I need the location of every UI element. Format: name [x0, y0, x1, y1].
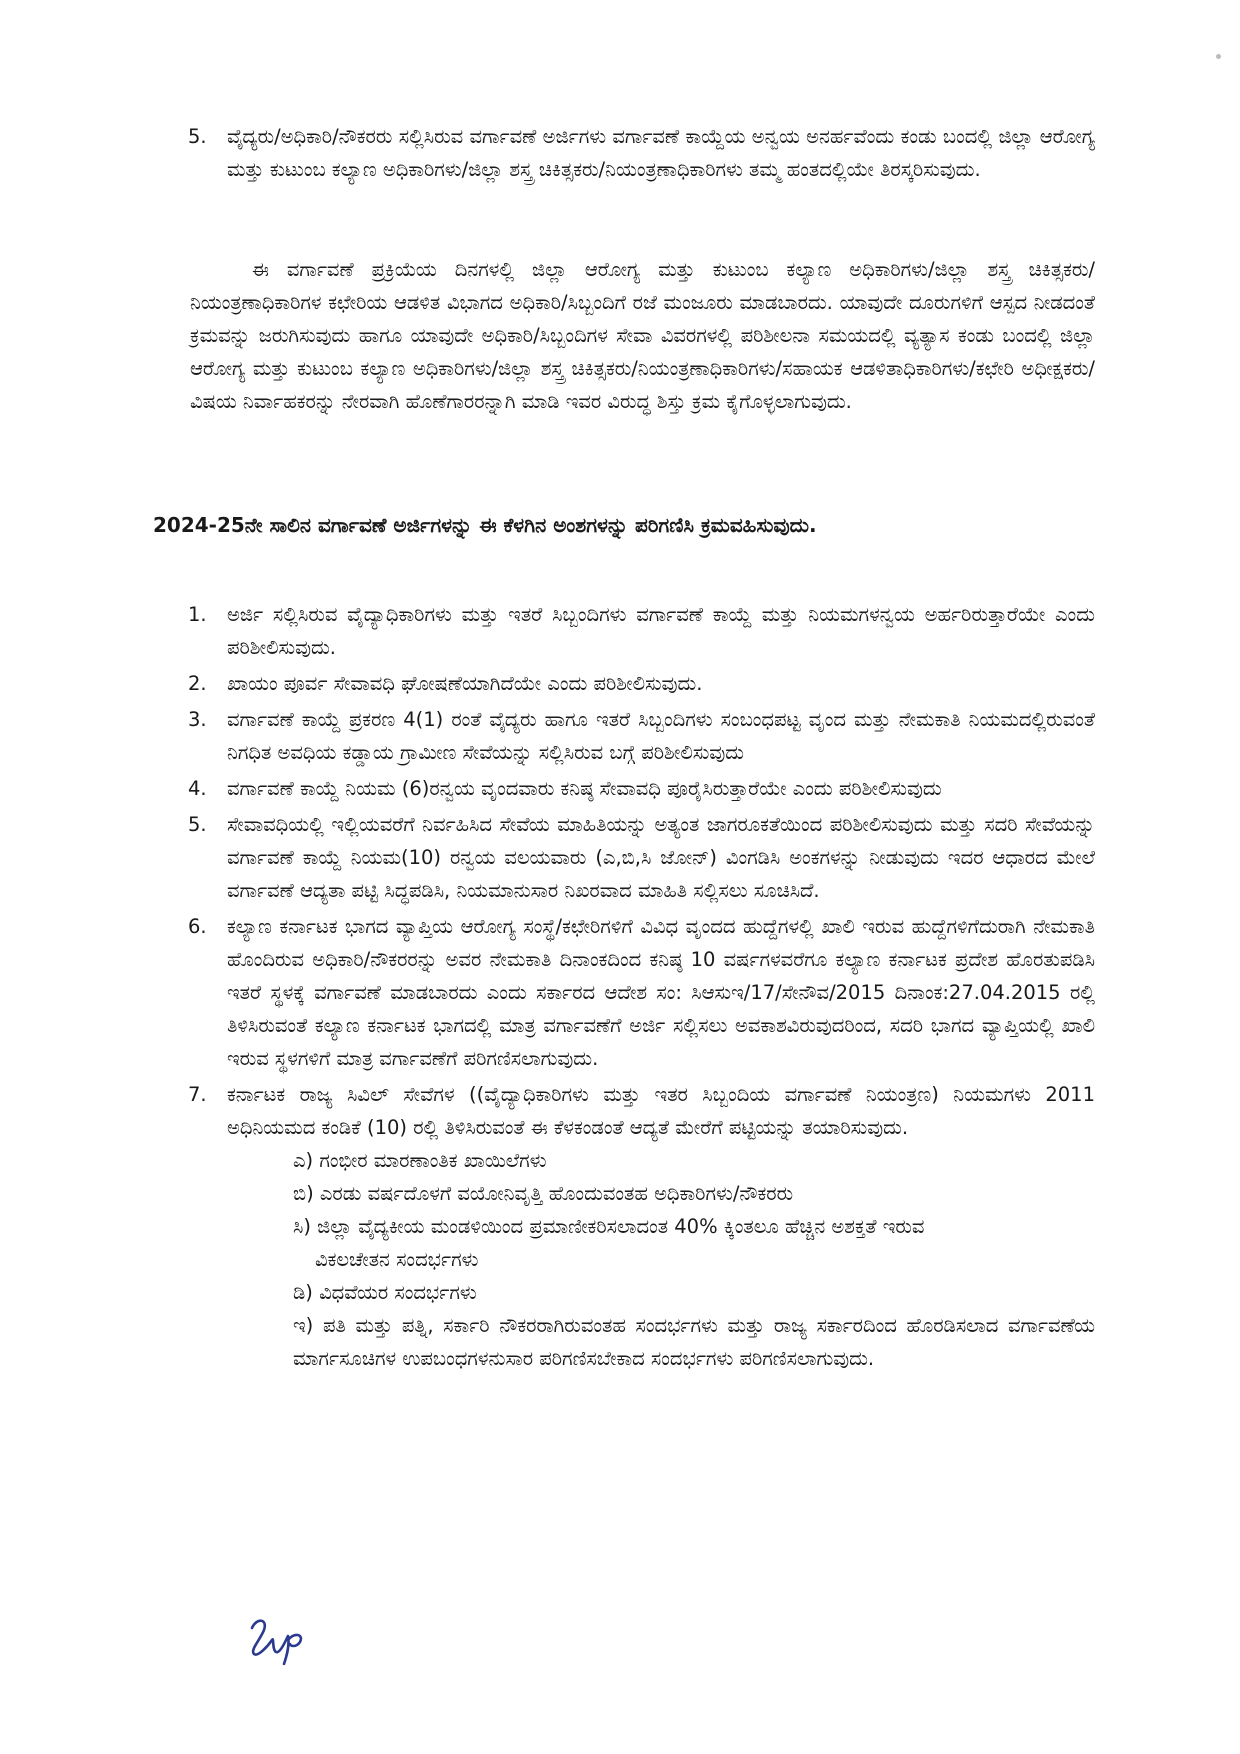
sublist-item-b: ಬಿ) ಎರಡು ವರ್ಷದೊಳಗೆ ವಯೋನಿವೃತ್ತಿ ಹೊಂದುವಂತಹ ಅಧಿಕಾರಿಗಳು/ನೌಕರರು — [293, 1182, 794, 1205]
list-item — [190, 703, 1095, 769]
list-item — [190, 1078, 1095, 1375]
list-text: ಖಾಯಂ ಪೂರ್ವ ಸೇವಾವಧಿ ಘೋಷಣೆಯಾಗಿದೆಯೇ ಎಂದು ಪರಿಶೀಲಿಸುವುದು. — [227, 672, 703, 695]
list-item — [190, 667, 1095, 700]
list-item — [190, 808, 1095, 907]
list-text: ವೈದ್ಯರು/ಅಧಿಕಾರಿ/ನೌಕರರು ಸಲ್ಲಿಸಿರುವ ವರ್ಗಾವಣೆ ಅರ್ಜಿಗಳು ವರ್ಗಾವಣೆ ಕಾಯ್ದೆಯ ಅನ್ವಯ ಅನರ್ಹವೆಂದು ಕಂಡು ಬಂದಲ್ಲಿ ಜಿಲ್ಲಾ ಆರೋಗ್ಯ ಮತ್ತು ಕುಟುಂಬ ಕಲ್ಯಾಣ ಅಧಿಕಾರಿಗಳು/ಜಿಲ್ಲಾ ಶಸ್ತ್ರ ಚಿಕಿತ್ಸಕರು/ನಿಯಂತ್ರಣಾಧಿಕಾರಿಗಳು ತಮ್ಮ ಹಂತದಲ್ಲಿಯೇ ತಿರಸ್ಕರಿಸುವುದು. — [227, 125, 1095, 181]
section-heading: 2024-25ನೇ ಸಾಲಿನ ವರ್ಗಾವಣೆ ಅರ್ಜಿಗಳನ್ನು ಈ ಕೆಳಗಿನ ಅಂಶಗಳನ್ನು ಪರಿಗಣಿಸಿ ಕ್ರಮವಹಿಸುವುದು. — [153, 513, 817, 537]
list-number: 3. — [188, 708, 207, 731]
list-text: ವರ್ಗಾವಣೆ ಕಾಯ್ದೆ ನಿಯಮ (6)ರನ್ವಯ ವೃಂದವಾರು ಕನಿಷ್ಠ ಸೇವಾವಧಿ ಪೂರೈಸಿರುತ್ತಾರೆಯೇ ಎಂದು ಪರಿಶೀಲಿಸುವುದು — [227, 777, 942, 800]
list-number: 7. — [188, 1083, 207, 1106]
sublist-item-d: ಡಿ) ವಿಧವೆಯರ ಸಂದರ್ಭಗಳು — [293, 1281, 477, 1304]
list-number: 5. — [188, 813, 207, 836]
list-text: ಸೇವಾವಧಿಯಲ್ಲಿ ಇಲ್ಲಿಯವರೆಗೆ ನಿರ್ವಹಿಸಿದ ಸೇವೆಯ ಮಾಹಿತಿಯನ್ನು ಅತ್ಯಂತ ಜಾಗರೂಕತೆಯಿಂದ ಪರಿಶೀಲಿಸುವುದು ಮತ್ತು ಸದರಿ ಸೇವೆಯನ್ನು ವರ್ಗಾವಣೆ ಕಾಯ್ದೆ ನಿಯಮ(10) ರನ್ವಯ ವಲಯವಾರು (ಎ,ಬಿ,ಸಿ ಜೋನ್) ವಿಂಗಡಿಸಿ ಅಂಕಗಳನ್ನು ನೀಡುವುದು ಇದರ ಆಧಾರದ ಮೇಲೆ ವರ್ಗಾವಣೆ ಆದ್ಯತಾ ಪಟ್ಟಿ ಸಿದ್ಧಪಡಿಸಿ, ನಿಯಮಾನುಸಾರ ನಿಖರವಾದ ಮಾಹಿತಿ ಸಲ್ಲಿಸಲು ಸೂಚಿಸಿದೆ. — [227, 813, 1095, 902]
list-text: ವರ್ಗಾವಣೆ ಕಾಯ್ದೆ ಪ್ರಕರಣ 4(1) ರಂತೆ ವೈದ್ಯರು ಹಾಗೂ ಇತರೆ ಸಿಬ್ಬಂದಿಗಳು ಸಂಬಂಧಪಟ್ಟ ವೃಂದ ಮತ್ತು ನೇಮಕಾತಿ ನಿಯಮದಲ್ಲಿರುವಂತೆ ನಿಗಧಿತ ಅವಧಿಯ ಕಡ್ಡಾಯ ಗ್ರಾಮೀಣ ಸೇವೆಯನ್ನು ಸಲ್ಲಿಸಿರುವ ಬಗ್ಗೆ ಪರಿಶೀಲಿಸುವುದು — [227, 708, 1095, 764]
list-item — [190, 772, 1095, 805]
sublist-item-e: ಇ) ಪತಿ ಮತ್ತು ಪತ್ನಿ, ಸರ್ಕಾರಿ ನೌಕರರಾಗಿರುವಂತಹ ಸಂದರ್ಭಗಳು ಮತ್ತು ರಾಜ್ಯ ಸರ್ಕಾರದಿಂದ ಹೊರಡಿಸಲಾದ ವರ್ಗಾವಣೆಯ ಮಾರ್ಗಸೂಚಿಗಳ ಉಪಬಂಧಗಳನುಸಾರ ಪರಿಗಣಿಸಬೇಕಾದ ಸಂದರ್ಭಗಳು ಪರಿಗಣಿಸಲಾಗುವುದು. — [293, 1314, 1095, 1370]
list-number: 4. — [188, 777, 207, 800]
list-item — [190, 598, 1095, 664]
list-text: ಅರ್ಜಿ ಸಲ್ಲಿಸಿರುವ ವೈದ್ಯಾಧಿಕಾರಿಗಳು ಮತ್ತು ಇತರೆ ಸಿಬ್ಬಂದಿಗಳು ವರ್ಗಾವಣೆ ಕಾಯ್ದೆ ಮತ್ತು ನಿಯಮಗಳನ್ವಯ ಅರ್ಹರಿರುತ್ತಾರೆಯೇ ಎಂದು ಪರಿಶೀಲಿಸುವುದು. — [227, 603, 1095, 659]
signature-initials — [246, 1610, 316, 1665]
list-number: 2. — [188, 672, 207, 695]
list-text: ಕರ್ನಾಟಕ ರಾಜ್ಯ ಸಿವಿಲ್ ಸೇವೆಗಳ ((ವೈದ್ಯಾಧಿಕಾರಿಗಳು ಮತ್ತು ಇತರ ಸಿಬ್ಬಂದಿಯ ವರ್ಗಾವಣೆ ನಿಯಂತ್ರಣ) ನಿಯಮಗಳು 2011 ಅಧಿನಿಯಮದ ಕಂಡಿಕೆ (10) ರಲ್ಲಿ ತಿಳಿಸಿರುವಂತೆ ಈ ಕೆಳಕಂಡಂತೆ ಆದ್ಯತೆ ಮೇರೆಗೆ ಪಟ್ಟಿಯನ್ನು ತಯಾರಿಸುವುದು. — [227, 1083, 1095, 1139]
scan-speck — [1216, 54, 1221, 59]
list-text: ಕಲ್ಯಾಣ ಕರ್ನಾಟಕ ಭಾಗದ ವ್ಯಾಪ್ತಿಯ ಆರೋಗ್ಯ ಸಂಸ್ಥೆ/ಕಛೇರಿಗಳಿಗೆ ವಿವಿಧ ವೃಂದದ ಹುದ್ದೆಗಳಲ್ಲಿ ಖಾಲಿ ಇರುವ ಹುದ್ದೆಗಳಿಗೆದುರಾಗಿ ನೇಮಕಾತಿ ಹೊಂದಿರುವ ಅಧಿಕಾರಿ/ನೌಕರರನ್ನು ಅವರ ನೇಮಕಾತಿ ದಿನಾಂಕದಿಂದ ಕನಿಷ್ಠ 10 ವರ್ಷಗಳವರೆಗೂ ಕಲ್ಯಾಣ ಕರ್ನಾಟಕ ಪ್ರದೇಶ ಹೊರತುಪಡಿಸಿ ಇತರೆ ಸ್ಥಳಕ್ಕೆ ವರ್ಗಾವಣೆ ಮಾಡಬಾರದು ಎಂದು ಸರ್ಕಾರದ ಆದೇಶ ಸಂ: ಸಿಆಸುಇ/17/ಸೇನೌವ/2015 ದಿನಾಂಕ:27.04.2015 ರಲ್ಲಿ ತಿಳಿಸಿರುವಂತೆ ಕಲ್ಯಾಣ ಕರ್ನಾಟಕ ಭಾಗದಲ್ಲಿ ಮಾತ್ರ ವರ್ಗಾವಣೆಗೆ ಅರ್ಜಿ ಸಲ್ಲಿಸಲು ಅವಕಾಶವಿರುವುದರಿಂದ, ಸದರಿ ಭಾಗದ ವ್ಯಾಪ್ತಿಯಲ್ಲಿ ಖಾಲಿ ಇರುವ ಸ್ಥಳಗಳಿಗೆ ಮಾತ್ರ ವರ್ಗಾವಣೆಗೆ ಪರಿಗಣಿಸಲಾಗುವುದು. — [227, 915, 1095, 1070]
list-item-5-top — [190, 120, 1095, 186]
sublist-item-a: ಎ) ಗಂಭೀರ ಮಾರಣಾಂತಿಕ ಖಾಯಿಲೆಗಳು — [293, 1149, 547, 1172]
list-number: 1. — [188, 603, 207, 626]
priority-sublist — [293, 1144, 1095, 1375]
sublist-item-c-continuation: ವಿಕಲಚೇತನ ಸಂದರ್ಭಗಳು — [315, 1248, 479, 1271]
criteria-list — [190, 598, 1095, 1378]
list-number: 6. — [188, 915, 207, 938]
sublist-item-c: ಸಿ) ಜಿಲ್ಲಾ ವೈದ್ಯಕೀಯ ಮಂಡಳಿಯಿಂದ ಪ್ರಮಾಣೀಕರಿಸಲಾದಂತ 40% ಕ್ಕಿಂತಲೂ ಹೆಚ್ಚಿನ ಅಶಕ್ತತೆ ಇರುವ — [293, 1215, 925, 1238]
list-item — [190, 910, 1095, 1075]
body-paragraph: ಈ ವರ್ಗಾವಣೆ ಪ್ರಕ್ರಿಯೆಯ ದಿನಗಳಲ್ಲಿ ಜಿಲ್ಲಾ ಆರೋಗ್ಯ ಮತ್ತು ಕುಟುಂಬ ಕಲ್ಯಾಣ ಅಧಿಕಾರಿಗಳು/ಜಿಲ್ಲಾ ಶಸ್ತ್ರ ಚಿಕಿತ್ಸಕರು/ನಿಯಂತ್ರಣಾಧಿಕಾರಿಗಳ ಕಛೇರಿಯ ಆಡಳಿತ ವಿಭಾಗದ ಅಧಿಕಾರಿ/ಸಿಬ್ಬಂದಿಗೆ ರಜೆ ಮಂಜೂರು ಮಾಡಬಾರದು. ಯಾವುದೇ ದೂರುಗಳಿಗೆ ಆಸ್ಪದ ನೀಡದಂತೆ ಕ್ರಮವನ್ನು ಜರುಗಿಸುವುದು ಹಾಗೂ ಯಾವುದೇ ಅಧಿಕಾರಿ/ಸಿಬ್ಬಂದಿಗಳ ಸೇವಾ ವಿವರಗಳಲ್ಲಿ ಪರಿಶೀಲನಾ ಸಮಯದಲ್ಲಿ ವ್ಯತ್ಯಾಸ ಕಂಡು ಬಂದಲ್ಲಿ ಜಿಲ್ಲಾ ಆರೋಗ್ಯ ಮತ್ತು ಕುಟುಂಬ ಕಲ್ಯಾಣ ಅಧಿಕಾರಿಗಳು/ಜಿಲ್ಲಾ ಶಸ್ತ್ರ ಚಿಕಿತ್ಸಕರು/ನಿಯಂತ್ರಣಾಧಿಕಾರಿಗಳು/ಸಹಾಯಕ ಆಡಳಿತಾಧಿಕಾರಿಗಳು/ಕಛೇರಿ ಅಧೀಕ್ಷಕರು/ವಿಷಯ ನಿರ್ವಾಹಕರನ್ನು ನೇರವಾಗಿ ಹೊಣೆಗಾರರನ್ನಾಗಿ ಮಾಡಿ ಇವರ ವಿರುದ್ಧ ಶಿಸ್ತು ಕ್ರಮ ಕೈಗೊಳ್ಳಲಾಗುವುದು. — [190, 258, 1095, 413]
list-number: 5. — [188, 125, 207, 148]
